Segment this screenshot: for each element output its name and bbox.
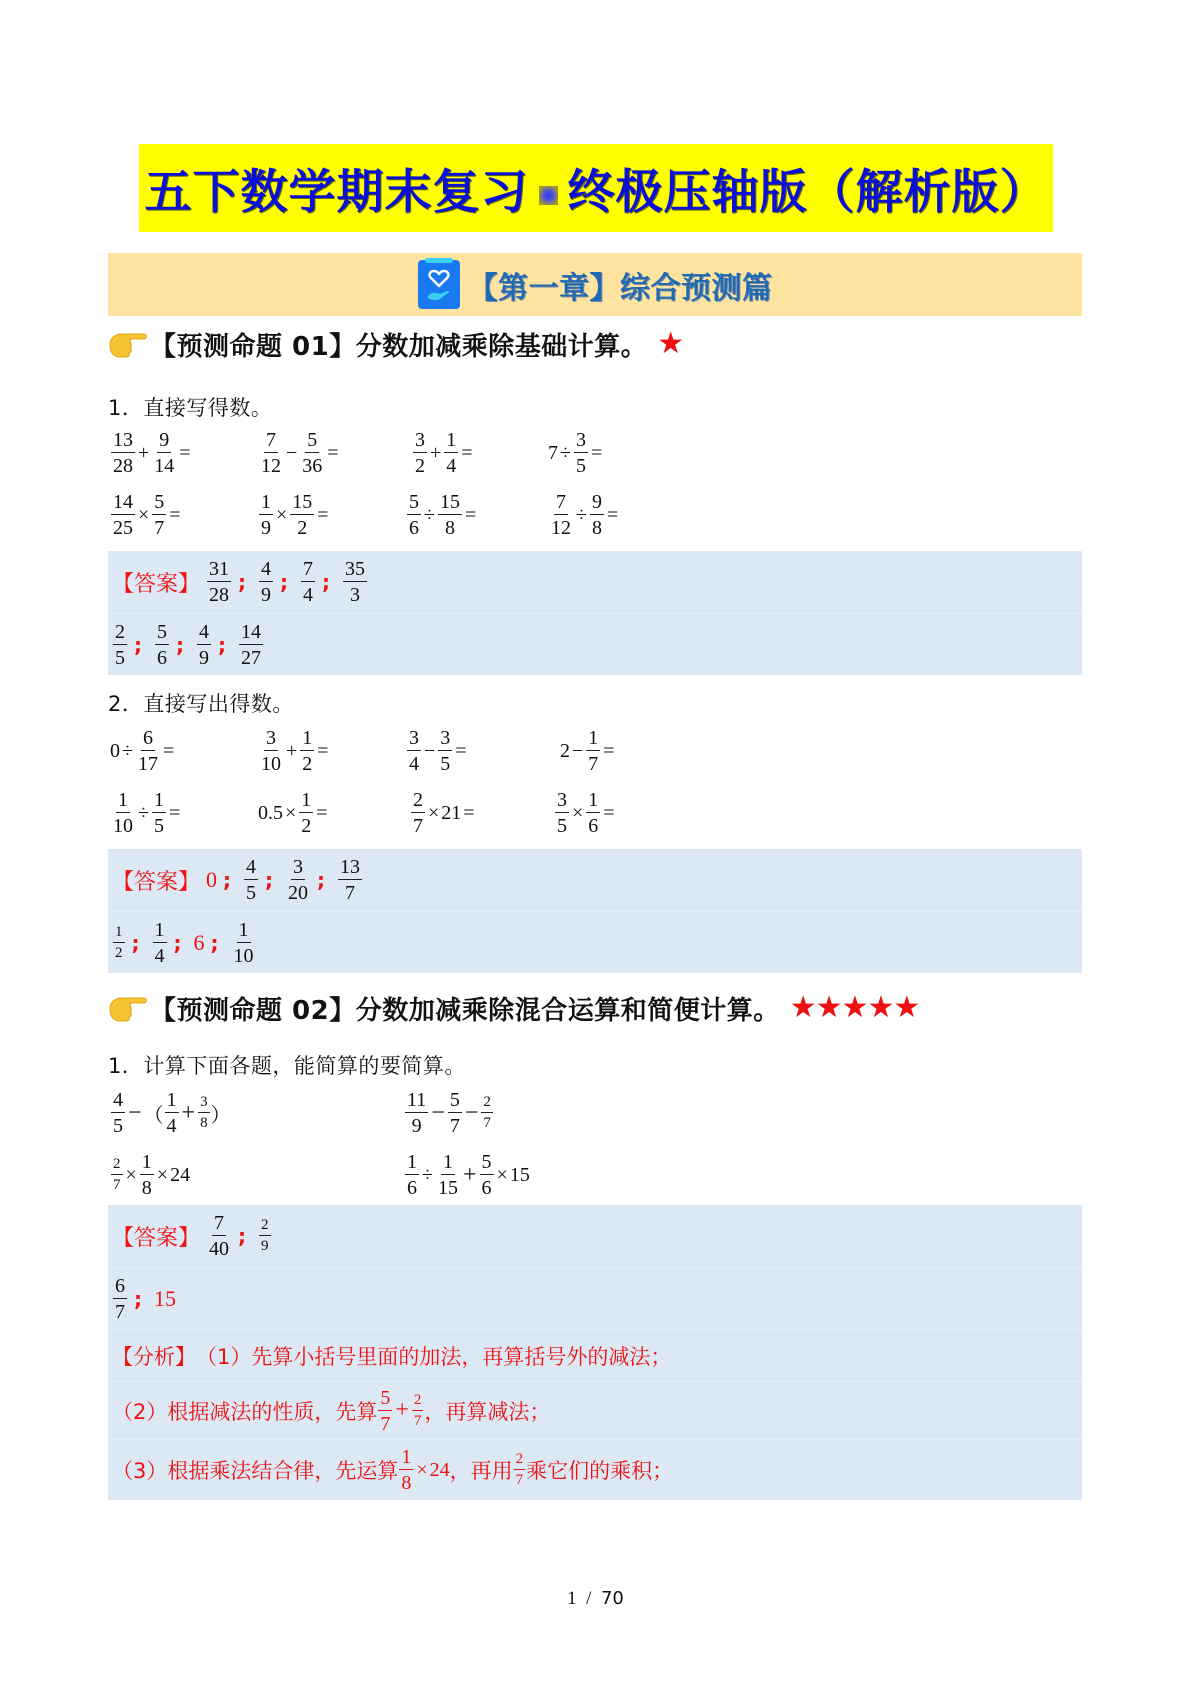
expression: 0 ÷ $\frac{6}{17}$ =	[110, 727, 175, 775]
chapter-header	[108, 253, 1082, 316]
answer-tag: 【答案】	[112, 571, 201, 597]
difficulty-stars	[657, 326, 685, 361]
answer-list: $\frac{2}{5}$ ; $\frac{5}{6}$ ; $\frac{4}{9}$ ; $\frac{14}{27}$	[115, 620, 261, 669]
document-title-band	[139, 144, 1053, 232]
page-total: 70	[600, 1588, 624, 1609]
answer-tag: 【答案】	[112, 869, 201, 895]
expression: $\frac{11}{9}$ − $\frac{5}{7}$ − $\frac{2}{7}$	[407, 1089, 491, 1137]
answer-list: $\frac{1}{2}$ ; $\frac{1}{4}$ ; 6 ; $\frac{1}{10}$	[115, 918, 254, 967]
analysis-row	[108, 1439, 1082, 1500]
answer-list: $\frac{6}{7}$ ; 15	[115, 1274, 176, 1323]
expression: 0.5 × $\frac{1}{2}$ =	[258, 789, 328, 837]
answer-list: $\frac{31}{28}$ ; $\frac{4}{9}$ ; $\frac{7}{4}$ ; $\frac{35}{3}$	[209, 558, 366, 606]
answer-row	[108, 551, 1082, 613]
answer-box	[108, 849, 1082, 973]
analysis-tag: 【分析】	[112, 1344, 196, 1369]
expression: $\frac{1}{9}$ × $\frac{15}{2}$ =	[261, 491, 329, 539]
expression: $\frac{3}{2}$ + $\frac{1}{4}$ =	[415, 429, 473, 477]
question-prompt: 1．计算下面各题，能简算的要简算。	[108, 1054, 466, 1078]
analysis-line-3: （3）根据乘法结合律，先运算 $\frac{1}{8}$ × 24 ，再用 $\frac{2}{7}$ 乘它们的乘积；	[112, 1446, 674, 1494]
star-icon: ★	[893, 990, 921, 1025]
expression: $\frac{2}{7}$ × $\frac{1}{8}$ × 24	[113, 1151, 191, 1199]
star-icon: ★	[841, 990, 869, 1025]
analysis-line-2: （2）根据减法的性质，先算 $\frac{5}{7}$ + $\frac{2}{7}$ ，再算减法；	[112, 1386, 551, 1435]
analysis-line-1: 【分析】 （1）先算小括号里面的加法，再算括号外的减法；	[112, 1341, 671, 1371]
page-current: 1	[567, 1588, 577, 1609]
star-icon: ★	[657, 326, 685, 361]
answer-list: $\frac{7}{40}$ ; $\frac{2}{9}$	[209, 1212, 269, 1260]
star-icon: ★	[789, 990, 817, 1025]
expression: $\frac{2}{7}$ × 21 =	[413, 789, 475, 837]
small-square-icon	[539, 186, 558, 205]
star-icon: ★	[815, 990, 843, 1025]
answer-list: 0 ; $\frac{4}{5}$ ; $\frac{3}{20}$ ; $\frac{13}{7}$	[206, 856, 361, 904]
answer-tag: 【答案】	[112, 1225, 201, 1251]
title-left: 五下数学期末复习	[144, 164, 529, 220]
document-title	[145, 155, 1048, 222]
answer-box	[108, 551, 1082, 675]
expression: 7 ÷ $\frac{3}{5}$ =	[548, 429, 603, 477]
expression: 2 − $\frac{1}{7}$ =	[560, 727, 615, 775]
pointing-hand-icon	[108, 329, 148, 359]
expression: $\frac{14}{25}$ × $\frac{5}{7}$ =	[113, 491, 181, 539]
topic-heading-label: 【预测命题 02】分数加减乘除混合运算和简便计算。	[150, 995, 780, 1026]
heart-in-hand-clipboard-icon	[418, 260, 460, 309]
title-right: 终极压轴版（解析版）	[567, 164, 1048, 220]
difficulty-stars	[789, 990, 921, 1025]
expression: $\frac{3}{5}$ × $\frac{1}{6}$ =	[557, 789, 615, 837]
answer-box	[108, 1205, 1082, 1500]
expression: $\frac{7}{12}$ − $\frac{5}{36}$ =	[261, 429, 339, 477]
topic-heading-02	[108, 986, 919, 1030]
answer-row	[108, 911, 1082, 973]
page-number: 1 / 70	[567, 1588, 624, 1609]
expression: $\frac{1}{6}$ ÷ $\frac{1}{15}$ + $\frac{5}{6}$ × 15	[407, 1151, 530, 1199]
expression: $\frac{13}{28}$ + $\frac{9}{14}$ =	[113, 429, 191, 477]
expression: $\frac{7}{12}$ ÷ $\frac{9}{8}$ =	[551, 491, 619, 539]
answer-row	[108, 1267, 1082, 1329]
chapter-title: 【第一章】综合预测篇	[467, 270, 773, 306]
question-prompt: 1．直接写得数。	[108, 396, 273, 420]
expression: $\frac{5}{6}$ ÷ $\frac{15}{8}$ =	[409, 491, 477, 539]
expression: $\frac{3}{4}$ − $\frac{3}{5}$ =	[409, 727, 467, 775]
answer-row	[108, 613, 1082, 675]
question-prompt: 2．直接写出得数。	[108, 692, 294, 716]
analysis-row	[108, 1381, 1082, 1439]
expression: $\frac{1}{10}$ ÷ $\frac{1}{5}$ =	[113, 789, 181, 837]
answer-row	[108, 849, 1082, 911]
pointing-hand-icon	[108, 993, 148, 1023]
star-icon: ★	[867, 990, 895, 1025]
expression: $\frac{3}{10}$ + $\frac{1}{2}$ =	[261, 727, 329, 775]
topic-heading-01	[108, 322, 683, 366]
analysis-row	[108, 1329, 1082, 1381]
expression: $\frac{4}{5}$ − （ $\frac{1}{4}$ + $\frac{3}{8}$ ）	[113, 1089, 231, 1137]
answer-row	[108, 1205, 1082, 1267]
topic-heading-label: 【预测命题 01】分数加减乘除基础计算。	[150, 331, 648, 362]
